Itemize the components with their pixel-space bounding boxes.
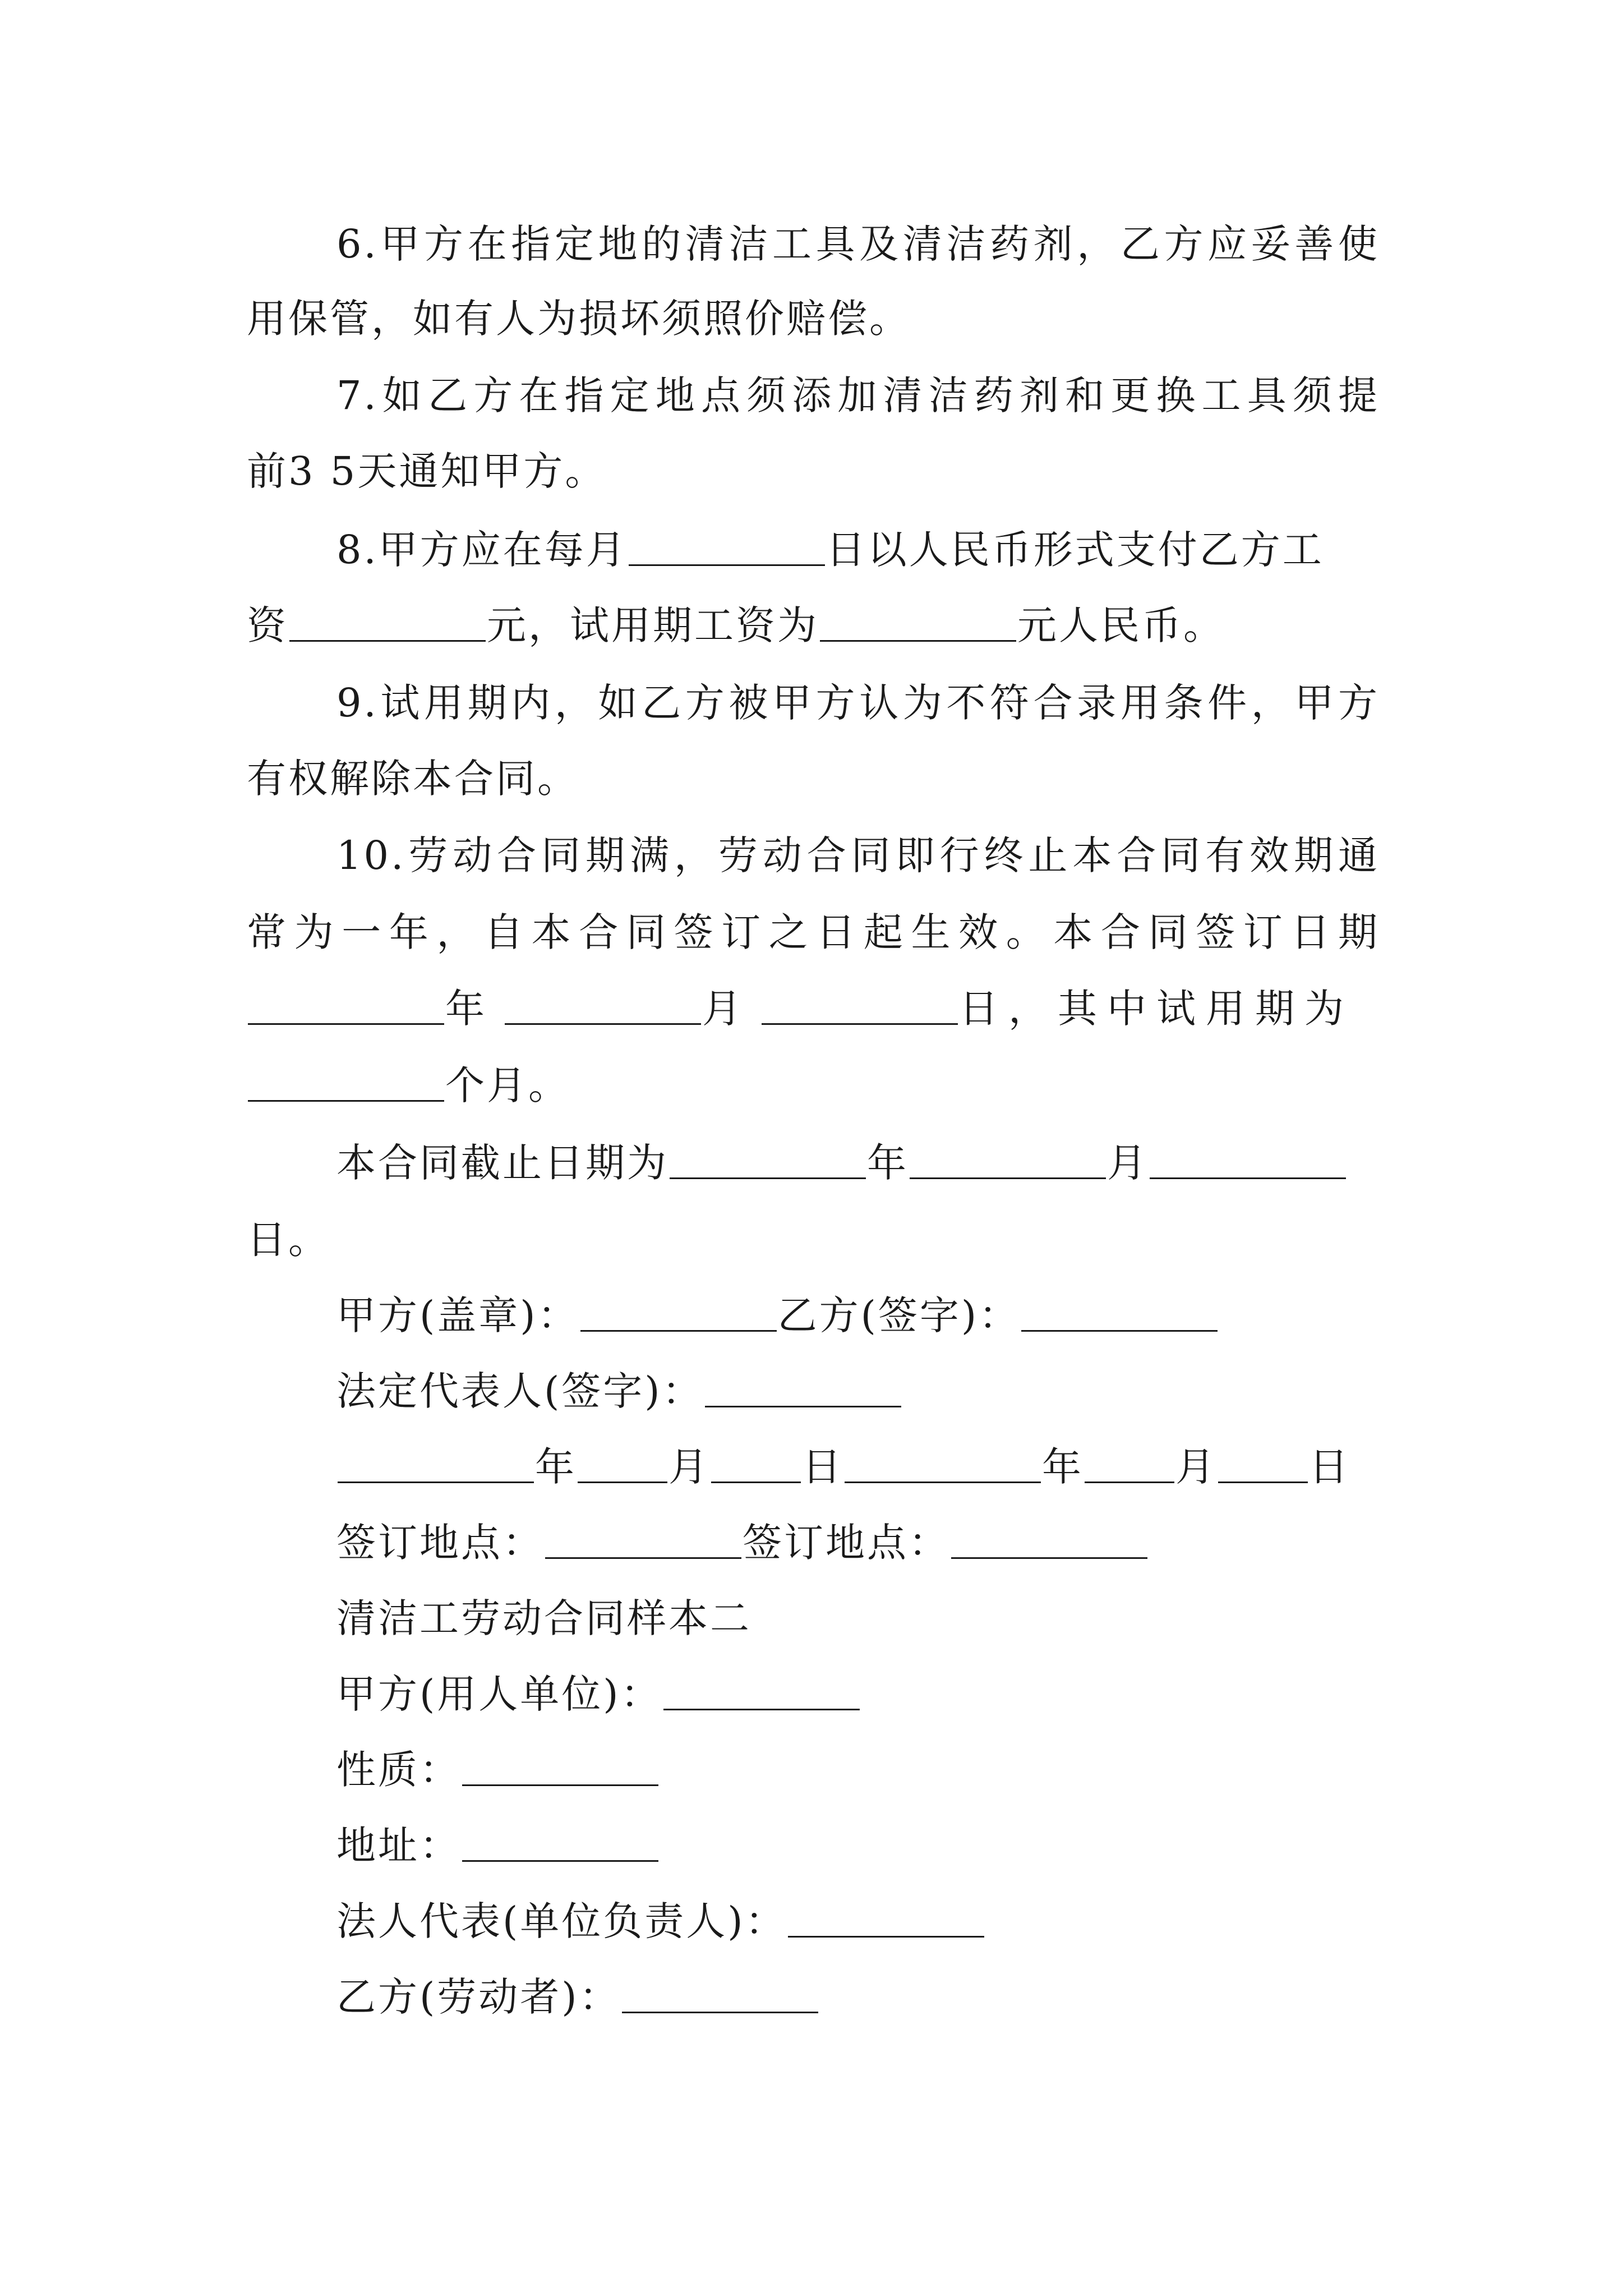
item-8-text-2: 日以人民币形式支付乙方工 <box>826 527 1324 573</box>
legal-rep-line <box>336 1352 1380 1430</box>
item-7-text-2: 前3 5天通知甲方。 <box>247 448 607 494</box>
party-b-day-blank[interactable] <box>1218 1428 1308 1483</box>
item-10-line-4 <box>247 1046 1380 1125</box>
sign-place-line <box>336 1503 1380 1582</box>
address-line <box>336 1806 1380 1885</box>
party-a-seal-blank[interactable] <box>580 1276 777 1332</box>
sign-place-a-label: 签订地点： <box>336 1520 544 1566</box>
employer-label: 甲方(用人单位)： <box>336 1671 662 1717</box>
party-b-month-blank[interactable] <box>1085 1428 1174 1483</box>
party-a-month: 月 <box>668 1444 710 1490</box>
party-b-sign-blank[interactable] <box>1021 1276 1218 1332</box>
item-10-text-1: 10.劳动合同期满，劳动合同即行终止本合同有效期通 <box>336 832 1380 878</box>
item-9-text-2: 有权解除本合同。 <box>247 756 579 802</box>
party-b-year-blank[interactable] <box>845 1428 1041 1483</box>
item-10-line-2 <box>247 893 1380 972</box>
sign-place-a-blank[interactable] <box>545 1503 741 1559</box>
employee-label: 乙方(劳动者)： <box>336 1974 621 2020</box>
legal-rep2-line <box>336 1882 1380 1961</box>
item-8-text-3: 资 <box>247 602 288 648</box>
legal-rep-sign-label: 法定代表人(签字)： <box>336 1368 704 1414</box>
probation-months-blank[interactable] <box>248 1046 444 1102</box>
employer-line <box>336 1655 1380 1733</box>
party-a-year: 年 <box>535 1444 577 1490</box>
item-8-text-1: 8.甲方应在每月 <box>336 527 628 573</box>
sign-month-blank[interactable] <box>505 969 701 1025</box>
end-date-label: 本合同截止日期为 <box>336 1140 668 1186</box>
sign-place-b-label: 签订地点： <box>743 1520 950 1566</box>
item-9-text-1: 9.试用期内，如乙方被甲方认为不符合录用条件，甲方 <box>336 680 1380 726</box>
item-7-line-2 <box>247 432 1380 510</box>
employee-line <box>336 1958 1380 2036</box>
end-date-line-2 <box>247 1200 1380 1279</box>
end-date-line-1 <box>336 1124 1380 1202</box>
end-day-blank[interactable] <box>1150 1124 1346 1179</box>
nature-line <box>336 1731 1380 1809</box>
address-label: 地址： <box>336 1823 461 1869</box>
item-8-line-2 <box>247 586 1380 665</box>
item-10-line-3 <box>247 969 1380 1048</box>
item-7-line-1 <box>336 356 1380 435</box>
end-month-blank[interactable] <box>910 1124 1106 1179</box>
item-10-year: 年 <box>445 986 487 1032</box>
party-b-year: 年 <box>1042 1444 1083 1490</box>
sample2-title-line <box>336 1579 1380 1658</box>
signature-dates-line <box>336 1428 1380 1506</box>
sign-place-b-blank[interactable] <box>951 1503 1147 1559</box>
nature-blank[interactable] <box>462 1731 658 1786</box>
item-10-month: 月 <box>702 986 744 1032</box>
item-7-text-1: 7.如乙方在指定地点须添加清洁药剂和更换工具须提 <box>336 372 1380 418</box>
party-a-seal-label: 甲方(盖章)： <box>336 1292 579 1338</box>
party-b-day: 日 <box>1309 1444 1350 1490</box>
party-b-sign-label: 乙方(签字)： <box>777 1292 1021 1338</box>
item-6-line-2 <box>247 279 1380 358</box>
item-10-day: 日，其中试用期为 <box>959 986 1354 1032</box>
party-a-day-blank[interactable] <box>711 1428 801 1483</box>
nature-label: 性质： <box>336 1747 461 1793</box>
item-10-text-2: 常为一年，自本合同签订之日起生效。本合同签订日期 <box>247 909 1380 955</box>
employer-blank[interactable] <box>663 1655 860 1710</box>
salary-blank[interactable] <box>289 586 486 642</box>
item-8-text-4: 元，试用期工资为 <box>487 602 819 648</box>
item-8-line-1 <box>336 510 1380 589</box>
sign-day-blank[interactable] <box>762 969 958 1025</box>
item-9-line-1 <box>336 664 1380 742</box>
party-a-day: 日 <box>802 1444 843 1490</box>
sample2-title: 清洁工劳动合同样本二 <box>336 1595 751 1641</box>
signature-parties-line <box>336 1276 1380 1355</box>
end-year-blank[interactable] <box>670 1124 866 1179</box>
item-10-text-months: 个月。 <box>445 1062 570 1108</box>
employee-blank[interactable] <box>622 1958 818 2013</box>
sign-year-blank[interactable] <box>248 969 444 1025</box>
end-date-day: 日。 <box>247 1217 330 1263</box>
item-10-line-1 <box>336 816 1380 895</box>
pay-day-blank[interactable] <box>629 510 825 566</box>
item-9-line-2 <box>247 739 1380 818</box>
item-6-line-1 <box>336 205 1380 283</box>
end-date-month: 月 <box>1107 1140 1149 1186</box>
item-6-text-2: 用保管，如有人为损坏须照价赔偿。 <box>247 296 911 342</box>
end-date-year: 年 <box>867 1140 909 1186</box>
item-6-text-1: 6.甲方在指定地的清洁工具及清洁药剂，乙方应妥善使 <box>336 221 1380 267</box>
item-8-text-5: 元人民币。 <box>1017 602 1225 648</box>
probation-salary-blank[interactable] <box>820 586 1016 642</box>
address-blank[interactable] <box>462 1806 658 1862</box>
legal-rep-sign-blank[interactable] <box>705 1352 901 1407</box>
party-a-month-blank[interactable] <box>578 1428 667 1483</box>
legal-rep2-label: 法人代表(单位负责人)： <box>336 1898 787 1944</box>
party-a-year-blank[interactable] <box>338 1428 534 1483</box>
party-b-month: 月 <box>1175 1444 1217 1490</box>
legal-rep2-blank[interactable] <box>788 1882 984 1938</box>
